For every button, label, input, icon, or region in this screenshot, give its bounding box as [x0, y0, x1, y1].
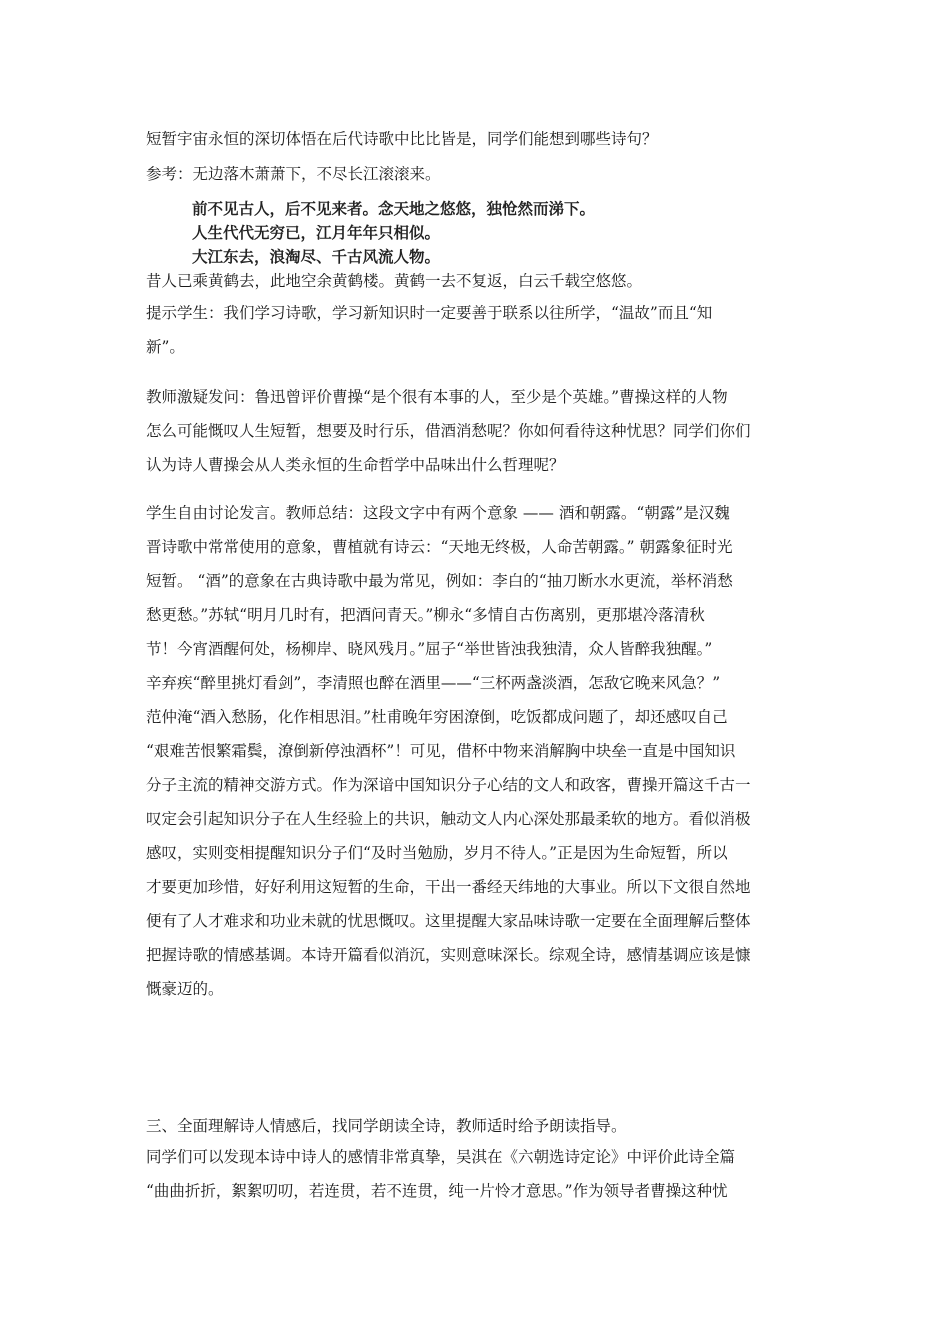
paragraph-reference: 参考：无边落木萧萧下，不尽长江滚滚来。	[146, 165, 441, 183]
poem-line: 前不见古人，后不见来者。念天地之悠悠，独怆然而涕下。	[192, 200, 596, 218]
paragraph-teacher-question	[146, 380, 814, 482]
paragraph-section-three: 三、全面理解诗人情感后，找同学朗读全诗，教师适时给予朗读指导。	[146, 1117, 627, 1135]
text-line: 便有了人才难求和功业未就的忧思慨叹。这里提醒大家品味诗歌一定要在全面理解后整体	[146, 912, 751, 930]
text-line: 分子主流的精神交游方式。作为深谙中国知识分子心结的文人和政客，曹操开篇这千古一	[146, 776, 751, 794]
paragraph-intro-question: 短暂宇宙永恒的深切体悟在后代诗歌中比比皆是，同学们能想到哪些诗句？	[146, 130, 658, 148]
text-line: 怎么可能慨叹人生短暂，想要及时行乐，借酒消愁呢？你如何看待这种忧思？同学们你们	[146, 422, 751, 440]
text-line: “艰难苦恨繁霜鬓，潦倒新停浊酒杯”！可见，借杯中物来消解胸中块垒一直是中国知识	[146, 742, 736, 760]
text-line: 把握诗歌的情感基调。本诗开篇看似消沉，实则意味深长。综观全诗，感情基调应该是慷	[146, 946, 751, 964]
text-line: 晋诗歌中常常使用的意象，曹植就有诗云：“天地无终极，人命苦朝露。” 朝露象征时光	[146, 538, 733, 556]
text-line: 慨豪迈的。	[146, 980, 224, 998]
text-line: 节！今宵酒醒何处，杨柳岸、晓风残月。”屈子“举世皆浊我独清，众人皆醉我独醒。”	[146, 640, 713, 658]
text-line: 愁更愁。”苏轼“明月几时有，把酒问青天。”柳永“多情自古伤离别，更那堪冷落清秋	[146, 606, 705, 624]
text-line: 提示学生：我们学习诗歌，学习新知识时一定要善于联系以往所学，“温故”而且“知	[146, 304, 713, 322]
text-line: 短暂。 “酒”的意象在古典诗歌中最为常见，例如：李白的“抽刀断水水更流，举杯消愁	[146, 572, 733, 590]
text-line: 学生自由讨论发言。教师总结：这段文字中有两个意象 —— 酒和朝露。“朝露”是汉魏	[146, 504, 730, 522]
poem-excerpt-image	[192, 197, 595, 269]
text-line: “曲曲折折，絮絮叨叨，若连贯，若不连贯，纯一片怜才意思。”作为领导者曹操这种忧	[146, 1182, 728, 1200]
text-line: 才要更加珍惜，好好利用这短暂的生命，干出一番经天纬地的大事业。所以下文很自然地	[146, 878, 751, 896]
text-line: 教师激疑发问：鲁迅曾评价曹操“是个很有本事的人，至少是个英雄。”曹操这样的人物	[146, 388, 728, 406]
text-line: 新”。	[146, 338, 185, 356]
paragraph-emotion-analysis	[146, 1140, 814, 1208]
paragraph-discussion-summary	[146, 496, 814, 1006]
text-line: 认为诗人曹操会从人类永恒的生命哲学中品味出什么哲理呢？	[146, 456, 565, 474]
text-line: 感叹，实则变相提醒知识分子们“及时当勉励，岁月不待人。”正是因为生命短暂，所以	[146, 844, 728, 862]
text-line: 范仲淹“酒入愁肠，化作相思泪。”杜甫晚年穷困潦倒，吃饭都成问题了，却还感叹自己	[146, 708, 728, 726]
poem-line: 大江东去，浪淘尽、千古风流人物。	[192, 248, 441, 266]
paragraph-hint	[146, 296, 814, 364]
text-line: 同学们可以发现本诗中诗人的感情非常真挚，吴淇在《六朝选诗定论》中评价此诗全篇	[146, 1148, 736, 1166]
text-line: 叹定会引起知识分子在人生经验上的共识，触动文人内心深处那最柔软的地方。看似消极	[146, 810, 751, 828]
text-line: 辛弃疾“醉里挑灯看剑”，李清照也醉在酒里——“三杯两盏淡酒，怎敌它晚来风急？”	[146, 674, 721, 692]
poem-line: 人生代代无穷已，江月年年只相似。	[192, 224, 441, 242]
paragraph-yellow-crane: 昔人已乘黄鹤去，此地空余黄鹤楼。黄鹤一去不复返，白云千载空悠悠。	[146, 272, 643, 290]
